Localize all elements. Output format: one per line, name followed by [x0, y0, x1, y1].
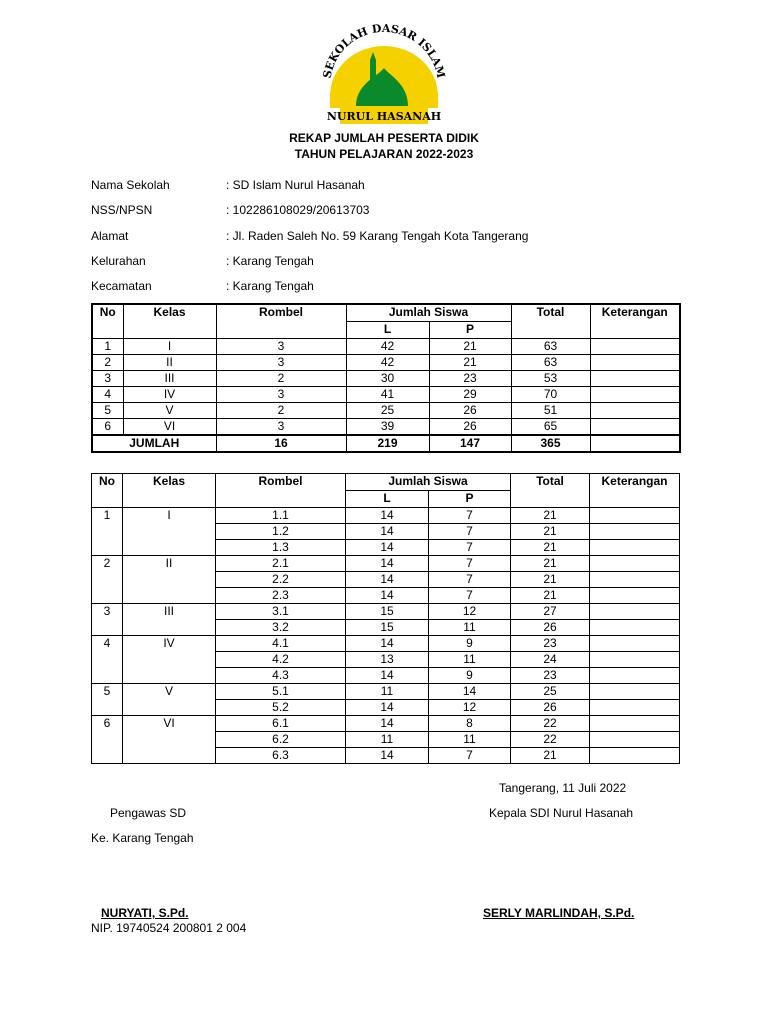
table-cell: 11 — [346, 732, 429, 748]
document-subtitle: TAHUN PELAJARAN 2022-2023 — [294, 147, 474, 161]
table-cell: 3 — [216, 387, 346, 403]
table-row — [92, 403, 680, 419]
table-cell: 42 — [346, 339, 429, 355]
table-cell: 4 — [92, 387, 123, 403]
table-cell: IV — [123, 387, 216, 403]
left-signer-name: NURYATI, S.Pd. — [101, 906, 189, 920]
table-cell: 23 — [429, 371, 511, 387]
table-cell: 14 — [346, 700, 429, 716]
table-cell: 11 — [429, 620, 511, 636]
table-cell: 3.2 — [216, 620, 346, 636]
table-cell: 25 — [346, 403, 429, 419]
header-no: No — [92, 304, 123, 339]
table-cell — [590, 403, 680, 419]
table-cell — [590, 604, 680, 620]
table-cell — [590, 652, 680, 668]
table-cell — [590, 524, 680, 540]
table-cell: 13 — [346, 652, 429, 668]
header-row — [92, 304, 680, 322]
header-total: Total — [511, 304, 590, 339]
table-cell — [590, 620, 680, 636]
table-cell: 65 — [511, 419, 590, 436]
table-cell: 365 — [511, 435, 590, 452]
table-cell: 11 — [429, 732, 511, 748]
info-value: : SD Islam Nurul Hasanah — [226, 178, 365, 192]
info-value: : Jl. Raden Saleh No. 59 Karang Tengah Kota Tangerang — [226, 229, 529, 243]
table-cell: 5.1 — [216, 684, 346, 700]
table-cell: 2 — [92, 355, 123, 371]
table-cell: 11 — [346, 684, 429, 700]
table-cell: 8 — [429, 716, 511, 732]
table-cell: 6 — [92, 419, 123, 436]
table-cell: III — [123, 604, 216, 636]
table-cell: 1 — [92, 339, 123, 355]
header-p: P — [429, 491, 511, 508]
header-l: L — [346, 491, 429, 508]
table-cell: 26 — [511, 620, 590, 636]
table-cell: 4.3 — [216, 668, 346, 684]
table-cell: 11 — [429, 652, 511, 668]
table-cell: 41 — [346, 387, 429, 403]
table-cell — [590, 716, 680, 732]
table-cell: 70 — [511, 387, 590, 403]
left-signer-nip: NIP. 19740524 200801 2 004 — [91, 921, 247, 935]
table-cell: 12 — [429, 700, 511, 716]
school-logo — [316, 24, 452, 128]
table-cell — [590, 355, 680, 371]
table-cell — [590, 508, 680, 524]
table-cell: II — [123, 556, 216, 604]
header-kelas: Kelas — [123, 304, 216, 339]
table-cell — [590, 732, 680, 748]
table-cell: 2 — [216, 403, 346, 419]
info-value: : Karang Tengah — [226, 254, 314, 268]
table-cell: 7 — [429, 572, 511, 588]
table-cell: 3 — [216, 419, 346, 436]
table-cell: 5 — [92, 403, 123, 419]
table-cell: 2.1 — [216, 556, 346, 572]
total-label: JUMLAH — [92, 435, 216, 452]
table-cell: 2.3 — [216, 588, 346, 604]
table-cell: 7 — [429, 556, 511, 572]
table-cell: 21 — [511, 572, 590, 588]
table-cell: 29 — [429, 387, 511, 403]
table-cell: 9 — [429, 636, 511, 652]
table-cell: 1.2 — [216, 524, 346, 540]
table-row — [92, 604, 680, 620]
place-date: Tangerang, 11 Juli 2022 — [499, 781, 627, 795]
table-cell: 12 — [429, 604, 511, 620]
table-cell: 53 — [511, 371, 590, 387]
table-cell: 42 — [346, 355, 429, 371]
table-cell: 7 — [429, 508, 511, 524]
summary-table — [91, 303, 681, 453]
table-cell: 14 — [346, 716, 429, 732]
table-cell: 15 — [346, 620, 429, 636]
table-cell: 4 — [92, 636, 123, 684]
table-row — [92, 339, 680, 355]
header-rombel: Rombel — [216, 304, 346, 339]
table-cell: 23 — [511, 668, 590, 684]
table-cell — [590, 748, 680, 764]
table-row — [92, 371, 680, 387]
table-cell: 6.3 — [216, 748, 346, 764]
table-cell: I — [123, 508, 216, 556]
table-cell — [590, 339, 680, 355]
table-cell: 63 — [511, 339, 590, 355]
right-signer-name: SERLY MARLINDAH, S.Pd. — [483, 906, 635, 920]
table-cell: 219 — [346, 435, 429, 452]
info-label: Nama Sekolah — [91, 178, 170, 192]
total-row — [92, 435, 680, 452]
table-cell: 14 — [346, 636, 429, 652]
table-cell — [590, 588, 680, 604]
header-keterangan: Keterangan — [590, 304, 680, 339]
table-cell — [590, 371, 680, 387]
table-cell: 63 — [511, 355, 590, 371]
table-cell: 21 — [511, 556, 590, 572]
table-cell: 15 — [346, 604, 429, 620]
document-title: REKAP JUMLAH PESERTA DIDIK — [289, 131, 479, 145]
table-row — [92, 684, 680, 700]
table-cell: VI — [123, 716, 216, 764]
table-cell: 23 — [511, 636, 590, 652]
table-cell: 9 — [429, 668, 511, 684]
info-value: : Karang Tengah — [226, 279, 314, 293]
table-cell: 7 — [429, 524, 511, 540]
info-label: Kecamatan — [91, 279, 152, 293]
table-cell — [590, 387, 680, 403]
table-cell — [590, 540, 680, 556]
table-cell: 2 — [92, 556, 123, 604]
table-cell: 3.1 — [216, 604, 346, 620]
table-cell: 21 — [429, 355, 511, 371]
table-row — [92, 508, 680, 524]
table-cell — [590, 435, 680, 452]
header-p: P — [429, 322, 511, 339]
table-cell: V — [123, 403, 216, 419]
table-cell: 6.1 — [216, 716, 346, 732]
table-cell: 21 — [511, 540, 590, 556]
right-signer-title: Kepala SDI Nurul Hasanah — [489, 806, 634, 820]
table-cell: 25 — [511, 684, 590, 700]
header-no: No — [92, 474, 123, 508]
table-cell: 4.2 — [216, 652, 346, 668]
detail-table — [91, 473, 680, 764]
table-cell: 3 — [92, 604, 123, 636]
table-cell: III — [123, 371, 216, 387]
table-cell: 2 — [216, 371, 346, 387]
table-cell: 27 — [511, 604, 590, 620]
table-cell: 26 — [429, 403, 511, 419]
table-cell: II — [123, 355, 216, 371]
table-cell: IV — [123, 636, 216, 684]
info-label: Alamat — [91, 229, 129, 243]
table-cell: I — [123, 339, 216, 355]
left-signer-title: Pengawas SD — [110, 806, 187, 820]
table-cell — [590, 668, 680, 684]
info-label: Kelurahan — [91, 254, 146, 268]
table-cell: 6.2 — [216, 732, 346, 748]
header-jumlah-siswa: Jumlah Siswa — [346, 304, 511, 322]
table-row — [92, 556, 680, 572]
table-cell — [590, 700, 680, 716]
table-cell: 51 — [511, 403, 590, 419]
table-cell: 26 — [429, 419, 511, 436]
header-keterangan: Keterangan — [590, 474, 680, 508]
table-cell: 1.3 — [216, 540, 346, 556]
table-row — [92, 355, 680, 371]
table-cell: 14 — [346, 668, 429, 684]
table-row — [92, 387, 680, 403]
table-cell — [590, 556, 680, 572]
table-row — [92, 716, 680, 732]
table-cell: 21 — [511, 508, 590, 524]
info-label: NSS/NPSN — [91, 203, 153, 217]
table-cell: 14 — [346, 556, 429, 572]
table-cell: 6 — [92, 716, 123, 764]
table-cell: 14 — [346, 572, 429, 588]
header-l: L — [346, 322, 429, 339]
table-cell: 39 — [346, 419, 429, 436]
table-cell: 1.1 — [216, 508, 346, 524]
table-cell: 5 — [92, 684, 123, 716]
info-value: : 102286108029/20613703 — [226, 203, 370, 217]
table-cell: 2.2 — [216, 572, 346, 588]
table-cell: 4.1 — [216, 636, 346, 652]
table-cell: 14 — [346, 748, 429, 764]
svg-text:SEKOLAH DASAR ISLAM: SEKOLAH DASAR ISLAM — [320, 24, 448, 80]
table-cell: 14 — [346, 540, 429, 556]
table-cell: 3 — [216, 339, 346, 355]
table-cell: 30 — [346, 371, 429, 387]
header-row — [92, 474, 680, 491]
table-row — [92, 636, 680, 652]
header-rombel: Rombel — [216, 474, 346, 508]
table-cell — [590, 572, 680, 588]
table-cell: 14 — [346, 524, 429, 540]
table-cell: 21 — [511, 588, 590, 604]
left-signer-subtitle: Ke. Karang Tengah — [91, 831, 194, 845]
table-cell: 7 — [429, 588, 511, 604]
table-cell: 7 — [429, 748, 511, 764]
table-cell: VI — [123, 419, 216, 436]
header-total: Total — [511, 474, 590, 508]
table-cell — [590, 419, 680, 436]
table-cell: 21 — [511, 748, 590, 764]
table-cell: 3 — [216, 355, 346, 371]
table-cell: 22 — [511, 732, 590, 748]
table-cell: 147 — [429, 435, 511, 452]
table-cell: 24 — [511, 652, 590, 668]
table-cell: 14 — [346, 588, 429, 604]
header-jumlah-siswa: Jumlah Siswa — [346, 474, 511, 491]
table-cell: 3 — [92, 371, 123, 387]
table-cell: 1 — [92, 508, 123, 556]
table-cell: 21 — [511, 524, 590, 540]
table-cell: 5.2 — [216, 700, 346, 716]
header-kelas: Kelas — [123, 474, 216, 508]
table-cell: 14 — [346, 508, 429, 524]
table-cell: 21 — [429, 339, 511, 355]
svg-text:NURUL HASANAH: NURUL HASANAH — [326, 110, 442, 123]
table-cell: V — [123, 684, 216, 716]
table-cell — [590, 636, 680, 652]
table-cell: 26 — [511, 700, 590, 716]
table-row — [92, 419, 680, 436]
table-cell — [590, 684, 680, 700]
table-cell: 14 — [429, 684, 511, 700]
table-cell: 7 — [429, 540, 511, 556]
table-cell: 16 — [216, 435, 346, 452]
table-cell: 22 — [511, 716, 590, 732]
